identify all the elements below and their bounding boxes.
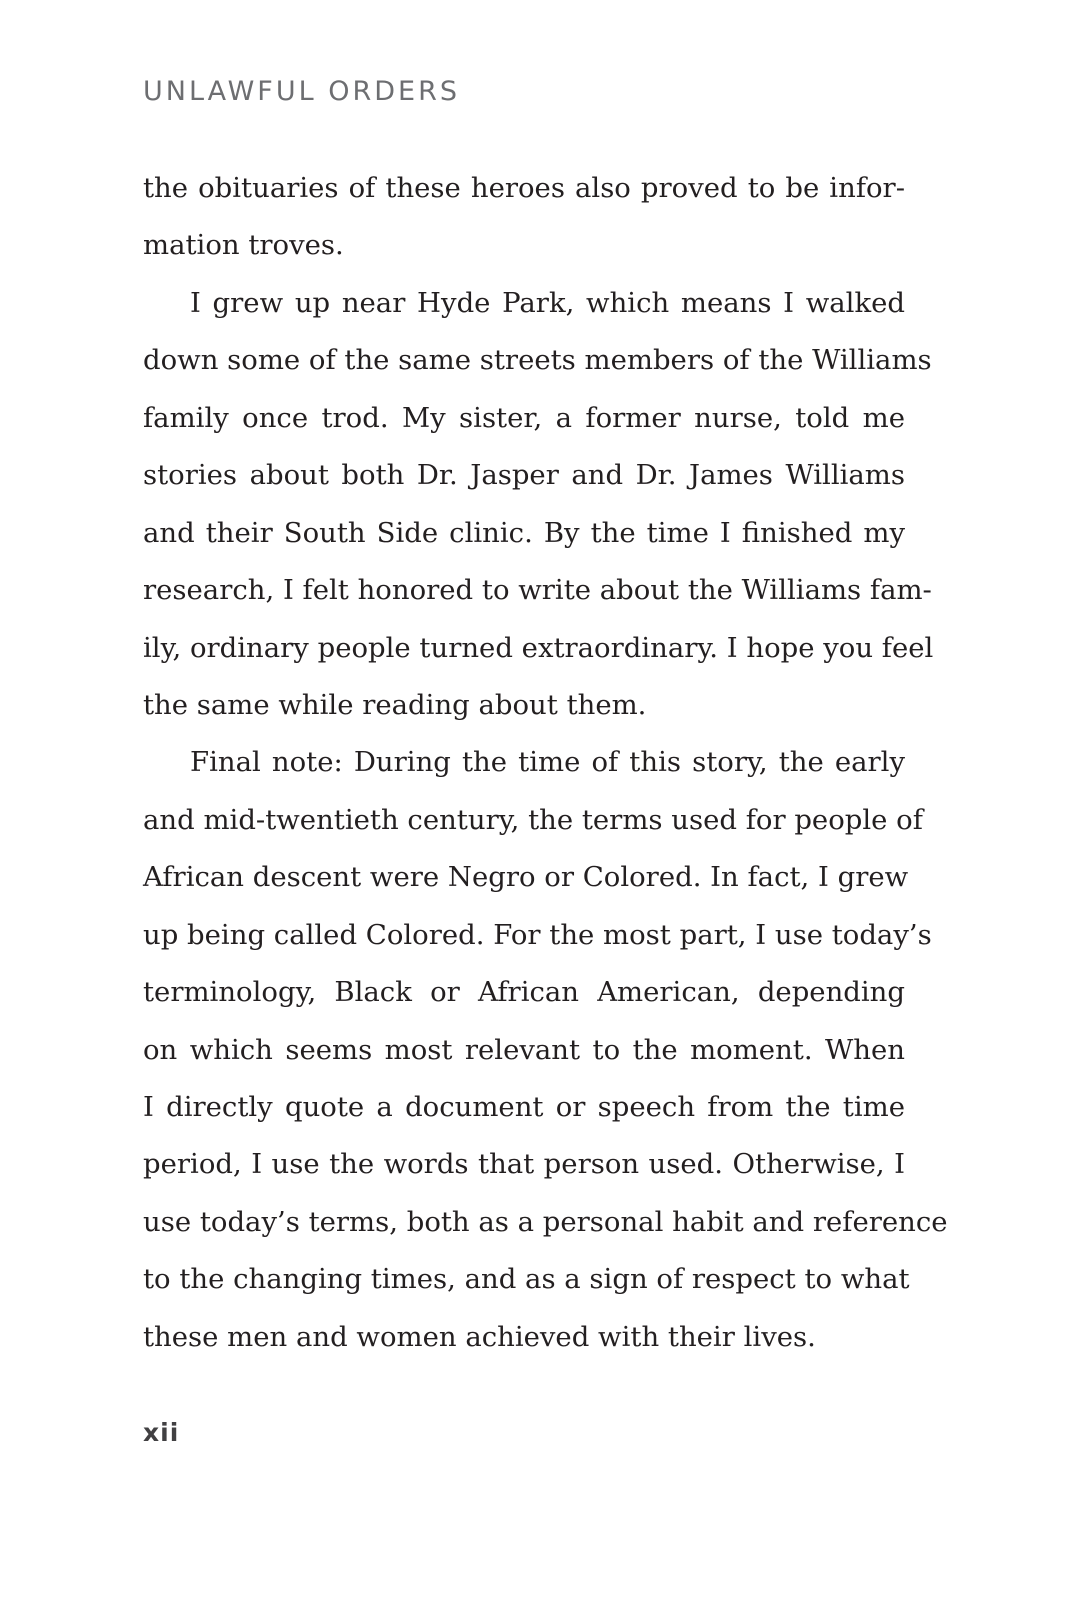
body-text xyxy=(143,160,948,1366)
text-line: I grew up near Hyde Park, which means I walked xyxy=(190,286,905,319)
text-line: these men and women achieved with their lives. xyxy=(143,1320,816,1353)
text-line: period, I use the words that person used. Otherwise, I xyxy=(143,1148,905,1181)
text-line: stories about both Dr. Jasper and Dr. James Williams xyxy=(143,459,905,492)
paragraph xyxy=(143,734,948,1366)
text-line: on which seems most relevant to the moment. When xyxy=(143,1033,905,1066)
text-line: mation troves. xyxy=(143,229,344,262)
text-line: ily, ordinary people turned extraordinary. I hope you feel xyxy=(143,631,934,664)
text-line: the obituaries of these heroes also proved to be infor- xyxy=(143,172,905,204)
text-line: family once trod. My sister, a former nurse, told me xyxy=(143,401,905,434)
text-line: the same while reading about them. xyxy=(143,688,647,721)
text-line: Final note: During the time of this story, the early xyxy=(190,746,905,779)
text-line: research, I felt honored to write about the Williams fam- xyxy=(143,574,932,607)
text-line: African descent were Negro or Colored. In fact, I grew xyxy=(143,861,909,894)
running-head: UNLAWFUL ORDERS xyxy=(143,76,460,107)
paragraph xyxy=(143,160,905,275)
paragraph xyxy=(143,275,934,735)
text-line: down some of the same streets members of the Williams xyxy=(143,344,932,377)
text-line: I directly quote a document or speech from the time xyxy=(143,1091,905,1123)
text-line: and their South Side clinic. By the time I finished my xyxy=(143,516,905,549)
page-number: xii xyxy=(143,1418,180,1447)
text-line: use today’s terms, both as a personal habit and reference xyxy=(143,1205,948,1238)
text-line: and mid-twentieth century, the terms used for people of xyxy=(143,803,923,836)
text-line: up being called Colored. For the most part, I use today’s xyxy=(143,918,932,951)
text-line: terminology, Black or African American, depending xyxy=(143,976,905,1009)
text-line: to the changing times, and as a sign of respect to what xyxy=(143,1263,910,1296)
